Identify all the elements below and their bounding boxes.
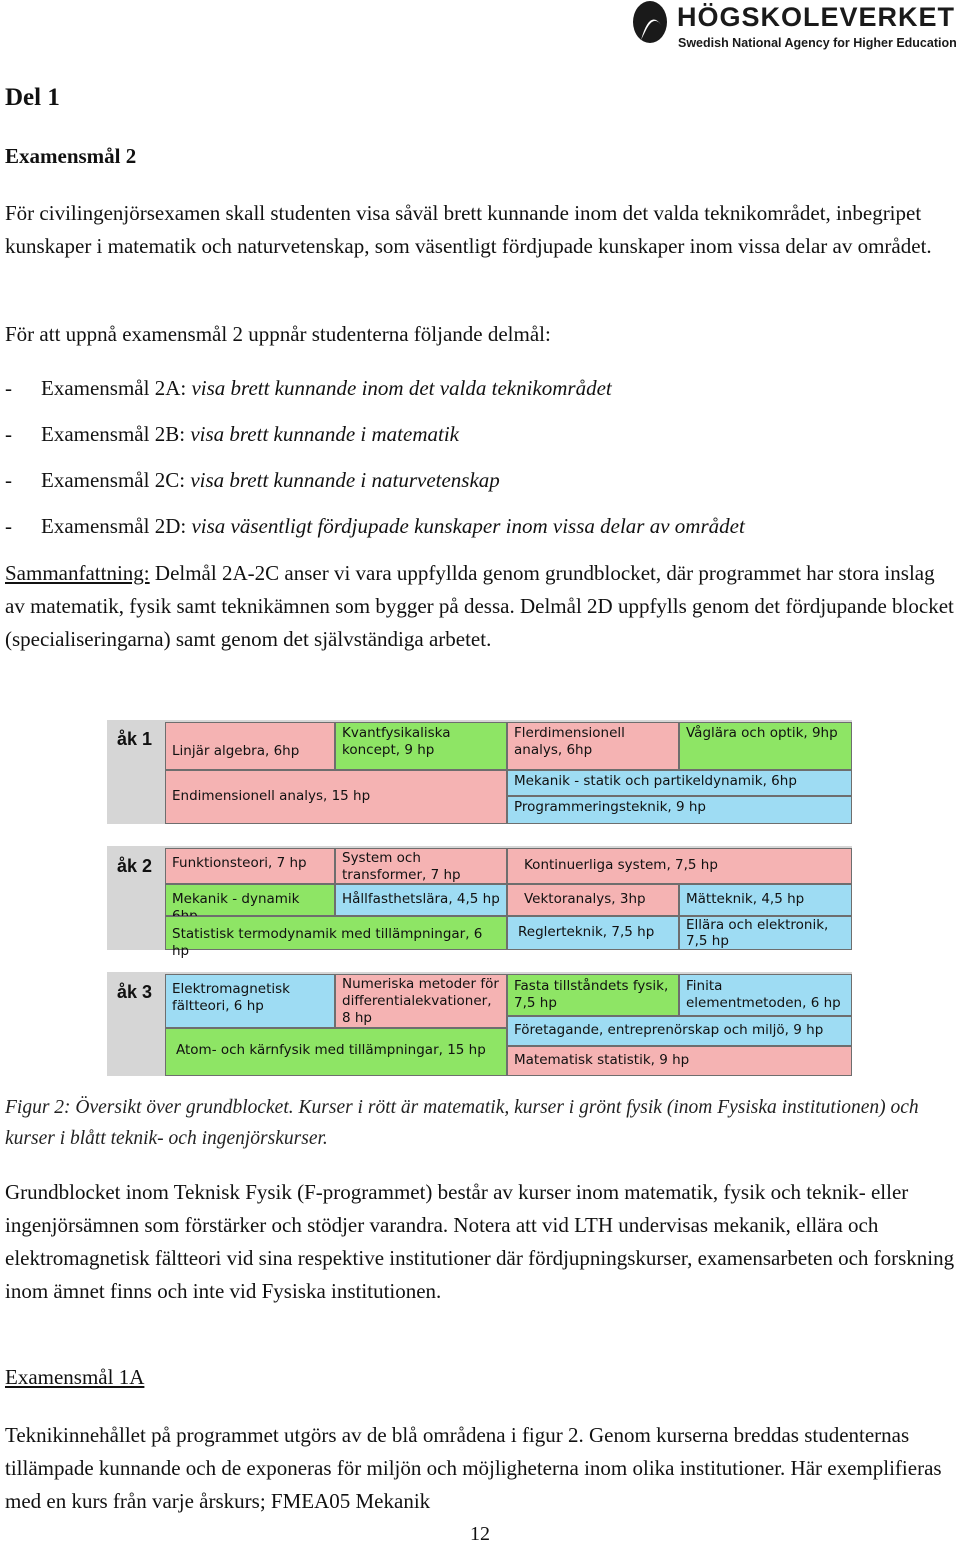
course-box: Endimensionell analys, 15 hp — [165, 770, 507, 824]
goal-label: Examensmål 2C: — [41, 468, 186, 492]
course-box: Företagande, entreprenörskap och miljö, 9 hp — [507, 1016, 852, 1046]
summary-label: Sammanfattning: — [5, 561, 150, 585]
goal-text: visa brett kunnande i naturvetenskap — [190, 468, 500, 492]
course-box: Elektromagnetisk fältteori, 6 hp — [165, 974, 335, 1028]
goal-text: visa brett kunnande inom det valda teknikområdet — [191, 376, 612, 400]
course-box: Linjär algebra, 6hp — [165, 722, 335, 770]
goal-item — [5, 420, 459, 448]
goal-item — [5, 466, 500, 494]
course-box: Hållfasthetslära, 4,5 hp — [335, 884, 507, 916]
course-box: System och transformer, 7 hp — [335, 848, 507, 884]
section-title: Del 1 — [5, 84, 60, 111]
goal-dash: - — [5, 468, 12, 492]
figure-caption: Figur 2: Översikt över grundblocket. Kurser i rött är matematik, kurser i grönt fysik (inom Fysiska institutionen) och kurser i blått teknik- och ingenjörskurser. — [5, 1097, 919, 1149]
course-box: Våglära och optik, 9hp — [679, 722, 852, 770]
goal-dash: - — [5, 514, 12, 538]
year-label: åk 1 — [117, 729, 153, 749]
course-box: Vektoranalys, 3hp — [507, 884, 679, 916]
course-box: Funktionsteori, 7 hp — [165, 848, 335, 884]
goal-dash: - — [5, 422, 12, 446]
course-box: Fasta tillståndets fysik, 7,5 hp — [507, 974, 679, 1016]
goal-text: visa brett kunnande i matematik — [190, 422, 459, 446]
course-box: Kontinuerliga system, 7,5 hp — [507, 848, 852, 884]
course-box: Programmeringsteknik, 9 hp — [507, 796, 852, 824]
course-box: Mekanik - statik och partikeldynamik, 6hp — [507, 770, 852, 796]
goal-label: Examensmål 2D: — [41, 514, 187, 538]
summary-paragraph — [5, 557, 955, 656]
course-box: Matematisk statistik, 9 hp — [507, 1046, 852, 1076]
goal-item — [5, 374, 612, 402]
agency-logo — [632, 0, 960, 58]
goal-label: Examensmål 2B: — [41, 422, 186, 446]
year-label: åk 2 — [117, 856, 153, 876]
course-box: Statistisk termodynamik med tillämpningar, 6 hp — [165, 916, 507, 950]
logo-name: HÖGSKOLEVERKET — [677, 2, 956, 32]
logo-mark-icon — [632, 0, 672, 52]
intro-paragraph: För civilingenjörsexamen skall studenten visa såväl brett kunnande inom det valda teknikområdet, inbegripet kunskaper i matematik och naturvetenskap, som väsentligt fördjupade kunskaper inom vissa delar av området. — [5, 201, 932, 258]
goals-intro: För att uppnå examensmål 2 uppnår studenterna följande delmål: — [5, 322, 551, 346]
course-box: Atom- och kärnfysik med tillämpningar, 15 hp — [165, 1028, 507, 1076]
goal-text: visa väsentligt fördjupade kunskaper inom vissa delar av området — [191, 514, 745, 538]
subsection-title: Examensmål 2 — [5, 144, 137, 168]
goal-label: Examensmål 2A: — [41, 376, 187, 400]
course-box: Flerdimensionell analys, 6hp — [507, 722, 679, 770]
course-box: Mätteknik, 4,5 hp — [679, 884, 852, 916]
course-box: Numeriska metoder för differentialekvationer, 8 hp — [335, 974, 507, 1028]
course-box: Kvantfysikaliska koncept, 9 hp — [335, 722, 507, 770]
course-box: Ellära och elektronik, 7,5 hp — [679, 916, 852, 950]
year-label: åk 3 — [117, 982, 153, 1002]
subsection-1a-title: Examensmål 1A — [5, 1365, 145, 1389]
course-box: Reglerteknik, 7,5 hp — [507, 916, 679, 950]
logo-subtitle: Swedish National Agency for Higher Education — [678, 36, 957, 50]
goal-item — [5, 512, 745, 540]
course-box: Mekanik - dynamik — [165, 884, 335, 916]
summary-text: Delmål 2A-2C anser vi vara uppfyllda genom grundblocket, där programmet har stora inslag av matematik, fysik samt teknikämnen som bygger på dessa. Delmål 2D uppfylls genom det fördjupande blocket (specialiseringarna) samt genom det självständiga arbetet. — [5, 561, 954, 651]
paragraph-1a: Teknikinnehållet på programmet utgörs av de blå områdena i figur 2. Genom kurserna breddas studenternas tillämpade kunnande och de exponeras för miljön och möjligheterna inom olika institutioner. Här exemplifieras med en kurs från varje årskurs; FMEA05 Mekanik — [5, 1423, 942, 1513]
course-box: Finita elementmetoden, 6 hp — [679, 974, 852, 1016]
grundblocket-paragraph: Grundblocket inom Teknisk Fysik (F-programmet) består av kurser inom matematik, fysik och teknik- eller ingenjörsämnen som förstärker och stödjer varandra. Notera att vid LTH undervisas mekanik, ellära och elektromagnetisk fältteori vid sina respektive institutioner där fördjupningskurser, examensarbeten och forskning inom ämnet finns och inte vid Fysiska institutionen. — [5, 1180, 955, 1303]
page-number: 12 — [470, 1523, 490, 1545]
goal-dash: - — [5, 376, 12, 400]
